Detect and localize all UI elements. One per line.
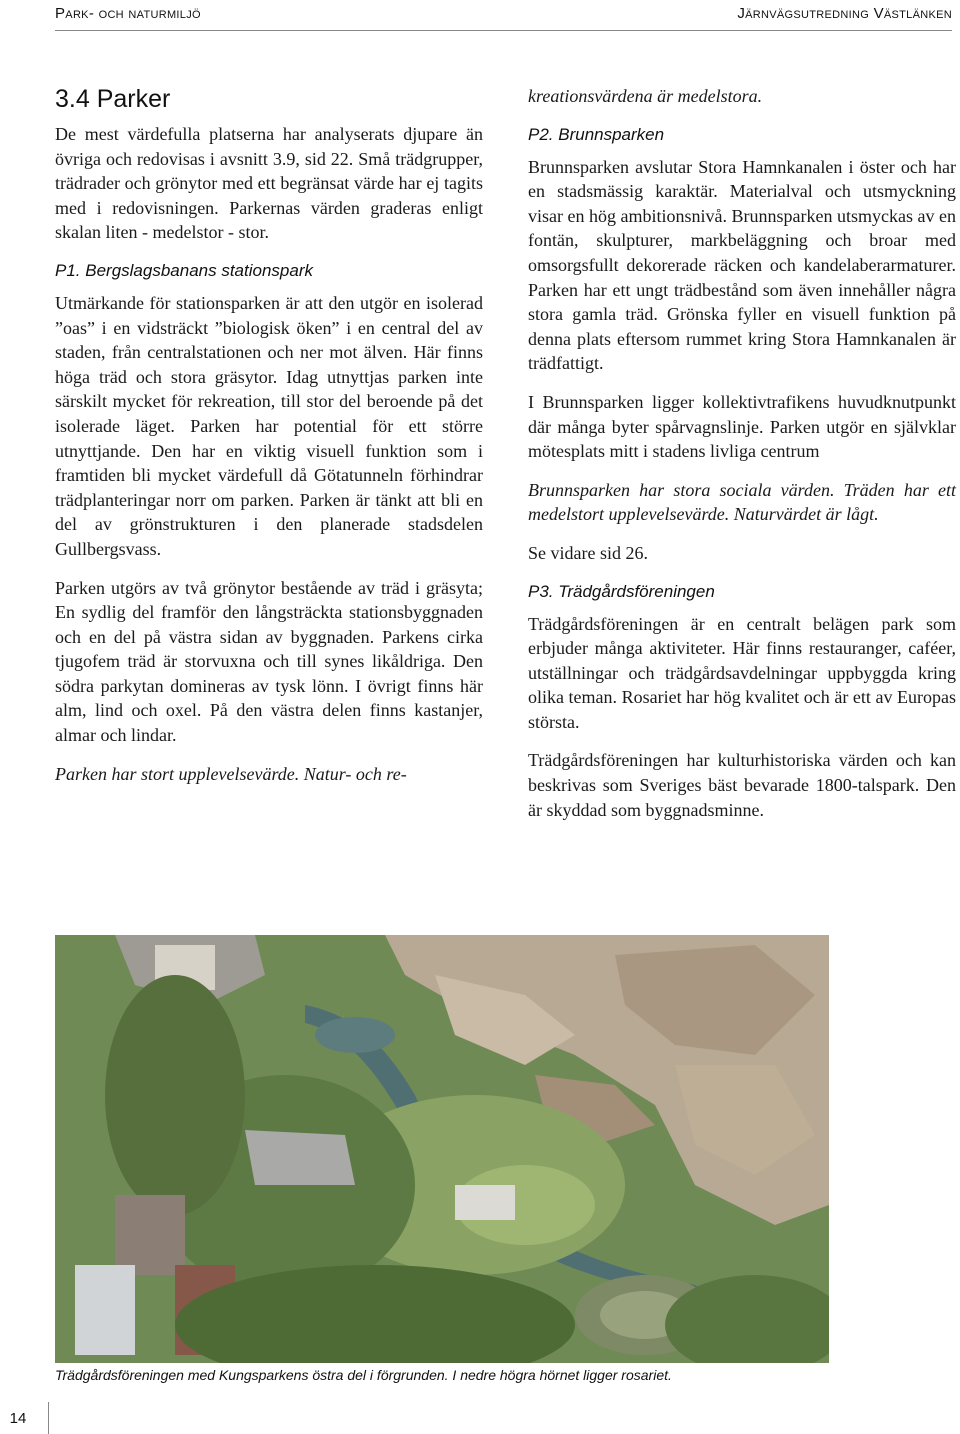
p2-reference: Se vidare sid 26. [528, 542, 648, 563]
p1-assessment: Parken har stort upplevelsevärde. Natur- och re- [55, 763, 407, 784]
p2-assessment: Brunnsparken har stora sociala värden. Träden har ett medelstort upplevelsevärde. Naturvärdet är lågt. [528, 479, 956, 525]
intro-paragraph: De mest värdefulla platserna har analyserats djupare än övriga och redovisas i avsnitt 3.9, sid 22. Små trädgrupper, trädrader och grönytor med ett begränsat värde har ej tagits med i redovisningen. Parkernas värden graderas enligt skalan liten - medelstor - stor. [55, 124, 483, 243]
p2-heading: P2. Brunnsparken [528, 124, 665, 144]
p1-paragraph-1: Utmärkande för stationsparken är att den utgör en isolerad ”oas” i en vidsträckt ”biologisk öken” i en central del av staden, från centralstationen och ner mot älven. Här finns höga träd och stora gräsytor. Idag utnyttjas parken inte särskilt mycket för rekreation, till stor del beroende på det isolerade läget. Parken har potential för ett större utnyttjande. Den har en viktig visuell funktion som i framtiden bli mycket värdefull då Götatunneln förhindrar trädplanteringar norr om parken. Parken är tänkt att bli en del av grönstrukturen i den planerade stadsdelen Gullbergsvass. [55, 292, 483, 559]
running-header-left: Park- och naturmiljö [55, 5, 201, 22]
p3-heading: P3. Trädgårdsföreningen [528, 581, 715, 601]
aerial-photo [55, 935, 829, 1363]
page-number: 14 [9, 1410, 27, 1427]
p1-paragraph-2: Parken utgörs av två grönytor bestående av träd i gräsyta; En sydlig del framför den långsträckta stationsbyggnaden och en del på västra sidan av byggnaden. Parkens cirka tjugofem träd är storvuxna och till synes likåldriga. Den södra parkytan domineras av tysk lönn. I övrigt finns här alm, lind och oxel. På den västra delen finns kastanjer, almar och lindar. [55, 577, 483, 746]
right-column [528, 84, 956, 836]
p1-assessment-continued: kreationsvärdena är medelstora. [528, 86, 763, 106]
section-title: 3.4 Parker [55, 85, 171, 113]
photo-caption: Trädgårdsföreningen med Kungsparkens östra del i förgrunden. I nedre högra hörnet ligger rosariet. [55, 1367, 672, 1383]
p3-paragraph-2: Trädgårdsföreningen har kulturhistoriska värden och kan beskrivas som Sveriges bäst bevarade 1800-talspark. Den är skyddad som byggnadsminne. [528, 750, 956, 820]
p3-paragraph-1: Trädgårdsföreningen är en centralt belägen park som erbjuder många aktiviteter. Här finns restauranger, caféer, utställningar och trädgårdsavdelningar uppbyggda kring olika teman. Rosariet har hög kvalitet och är ett av Europas största. [528, 613, 956, 732]
p2-paragraph-1: Brunnsparken avslutar Stora Hamnkanalen i öster och har en stadsmässig karaktär. Materialval och utsmyckning visar en hög ambitionsnivå. Brunnsparken utsmyckas av en fontän, skulpturer, markbeläggning och broar med omsorgsfullt dekorerade räcken och kandelaberarmaturer. Parken har ett ungt trädbestånd som även innehåller några stora gamla träd. Grönska fyller en visuell funktion på denna plats eftersom rummet kring Stora Hamnkanalen är trädfattigt. [528, 156, 956, 374]
header-rule [55, 30, 952, 31]
running-header-right: Järnvägsutredning Västlänken [737, 5, 952, 22]
left-column [55, 84, 483, 800]
p1-heading: P1. Bergslagsbanans stationspark [55, 260, 313, 280]
aerial-photo-illustration [55, 935, 829, 1363]
p2-paragraph-2: I Brunnsparken ligger kollektivtrafikens huvudknutpunkt där många byter spårvagnslinje. Parken utgör en självklar mötesplats mitt i stadens livliga centrum [528, 391, 956, 462]
